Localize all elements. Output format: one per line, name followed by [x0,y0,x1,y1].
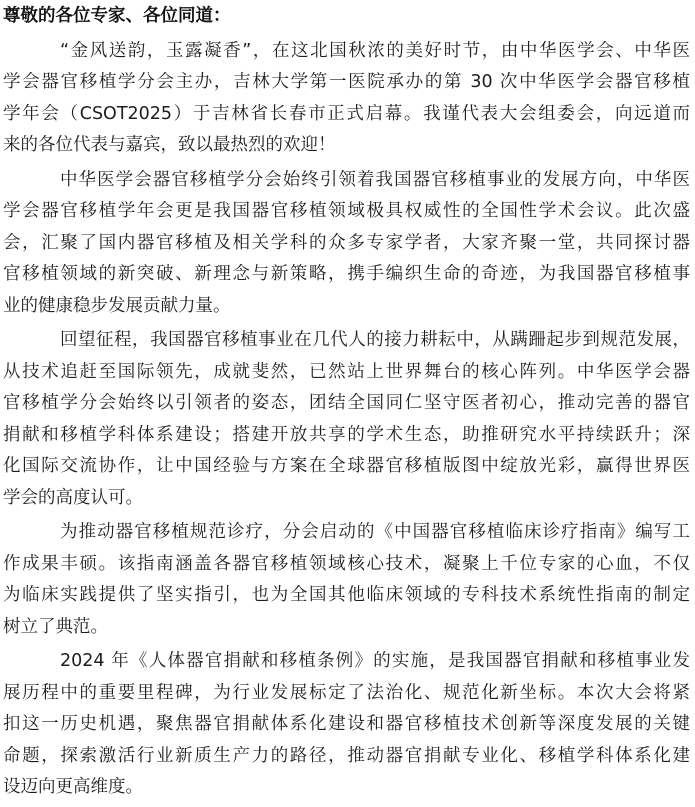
paragraph-line: 树立了典范。 [3,616,108,637]
paragraph-line: 业的健康稳步发展贡献力量。 [3,295,231,316]
paragraph-line: 会，汇聚了国内器官移植及相关学科的众多专家学者，大家齐聚一堂，共同探讨器 [3,232,690,253]
paragraph-line: 官移植学分会始终以引领者的姿态，团结全国同仁坚守医者初心，推动完善的器官 [3,393,690,413]
paragraph-line: 命题，探索激活行业新质生产力的路径，推动器官捐献专业化、移植学科体系化建 [3,745,690,766]
paragraph-line: 为临床实践提供了坚实指引，也为全国其他临床领域的专科技术系统性指南的制定 [3,585,690,605]
paragraph-line: 官移植领域的新突破、新理念与新策略，携手编织生命的奇迹，为我国器官移植事 [3,264,690,284]
paragraph-line: 2024 年《人体器官捐献和移植条例》的实施，是我国器官捐献和移植事业发 [60,651,690,671]
paragraph-line: 回望征程，我国器官移植事业在几代人的接力耕耘中，从蹒跚起步到规范发展， [60,330,690,350]
paragraph-line: 学年会（CSOT2025）于吉林省长春市正式启幕。我谨代表大会组委会，向远道而 [3,103,690,124]
paragraph-retrospect [3,325,690,514]
paragraph-line: 来的各位代表与嘉宾，致以最热烈的欢迎！ [3,135,336,155]
salutation-heading: 尊敬的各位专家、各位同道： [3,6,231,26]
paragraph-line: “金风送韵，玉露凝香”，在这北国秋浓的美好时节，由中华医学会、中华医 [60,40,690,61]
paragraph-line: 扣这一历史机遇，聚焦器官捐献体系化建设和器官移植技术创新等深度发展的关键 [3,714,690,734]
paragraph-line: 中华医学会器官移植学分会始终引领着我国器官移植事业的发展方向，中华医 [60,169,690,190]
paragraph-line: 为推动器官移植规范诊疗，分会启动的《中国器官移植临床诊疗指南》编写工 [60,522,690,542]
paragraph-guidelines [3,517,690,643]
paragraph-line: 学会器官移植学分会主办，吉林大学第一医院承办的第 30 次中华医学会器官移植 [3,72,690,92]
paragraph-welcome [3,36,690,162]
welcome-letter [3,1,690,807]
paragraph-line: 从技术追赶至国际领先，成就斐然，已然站上世界舞台的核心阵列。中华医学会器 [3,361,690,382]
paragraph-line: 学会器官移植学年会更是我国器官移植领域极具权威性的全国性学术会议。此次盛 [3,201,690,221]
paragraph-line: 捐献和移植学科体系建设；搭建开放共享的学术生态，助推研究水平持续跃升；深 [3,424,690,445]
paragraph-line: 学会的高度认可。 [3,487,143,508]
paragraph-society-role [3,165,690,323]
paragraph-line: 设迈向更高维度。 [3,777,143,797]
paragraph-line: 作成果丰硕。该指南涵盖各器官移植领域核心技术，凝聚上千位专家的心血，不仅 [3,553,690,574]
paragraph-regulations [3,646,690,804]
paragraph-line: 展历程中的重要里程碑，为行业发展标定了法治化、规范化新坐标。本次大会将紧 [3,682,690,703]
paragraph-line: 化国际交流协作，让中国经验与方案在全球器官移植版图中绽放光彩，赢得世界医 [3,456,690,476]
